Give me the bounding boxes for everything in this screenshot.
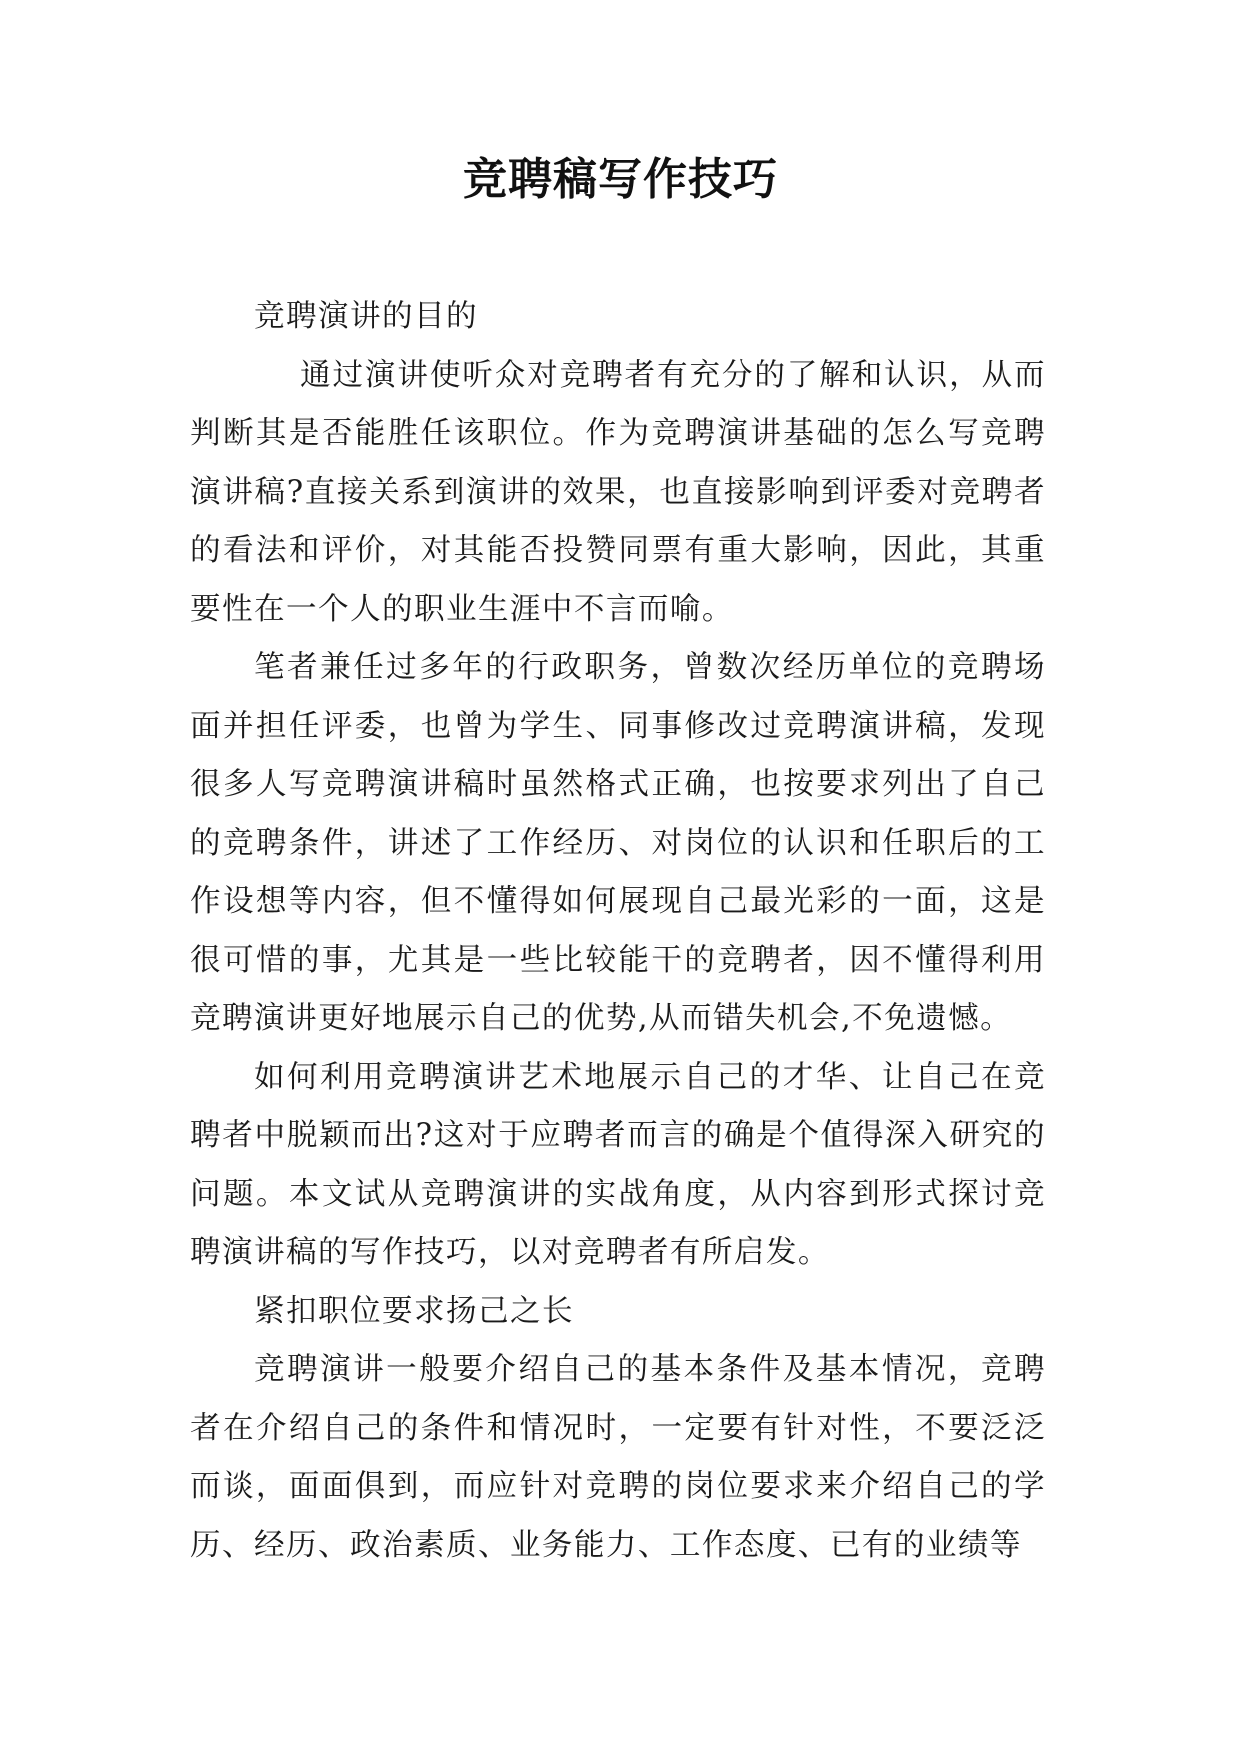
body-paragraph: 如何利用竞聘演讲艺术地展示自己的才华、让自己在竞聘者中脱颖而出?这对于应聘者而言的确是个值得深入研究的问题。本文试从竞聘演讲的实战角度，从内容到形式探讨竞聘演讲稿的写作技巧，以对竞聘者有所启发。 (190, 1059, 1046, 1270)
body-paragraph: 竞聘演讲一般要介绍自己的基本条件及基本情况，竞聘者在介绍自己的条件和情况时，一定要有针对性，不要泛泛而谈，面面俱到，而应针对竞聘的岗位要求来介绍自己的学历、经历、政治素质、业务能力、工作态度、已有的业绩等 (190, 1352, 1046, 1563)
section-heading: 紧扣职位要求扬己之长 (254, 1293, 574, 1329)
body-paragraph: 笔者兼任过多年的行政职务，曾数次经历单位的竞聘场面并担任评委，也曾为学生、同事修改过竞聘演讲稿，发现很多人写竞聘演讲稿时虽然格式正确，也按要求列出了自己的竞聘条件，讲述了工作经历、对岗位的认识和任职后的工作设想等内容，但不懂得如何展现自己最光彩的一面，这是很可惜的事，尤其是一些比较能干的竞聘者，因不懂得利用竞聘演讲更好地展示自己的优势,从而错失机会,不免遗憾。 (190, 650, 1046, 1036)
body-paragraph: 通过演讲使听众对竞聘者有充分的了解和认识，从而判断其是否能胜任该职位。作为竞聘演讲基础的怎么写竞聘演讲稿?直接关系到演讲的效果，也直接影响到评委对竞聘者的看法和评价，对其能否投赞同票有重大影响，因此，其重要性在一个人的职业生涯中不言而喻。 (190, 357, 1046, 627)
document-body (190, 288, 1046, 1575)
document-title: 竞聘稿写作技巧 (463, 154, 778, 205)
section-heading: 竞聘演讲的目的 (254, 299, 478, 334)
